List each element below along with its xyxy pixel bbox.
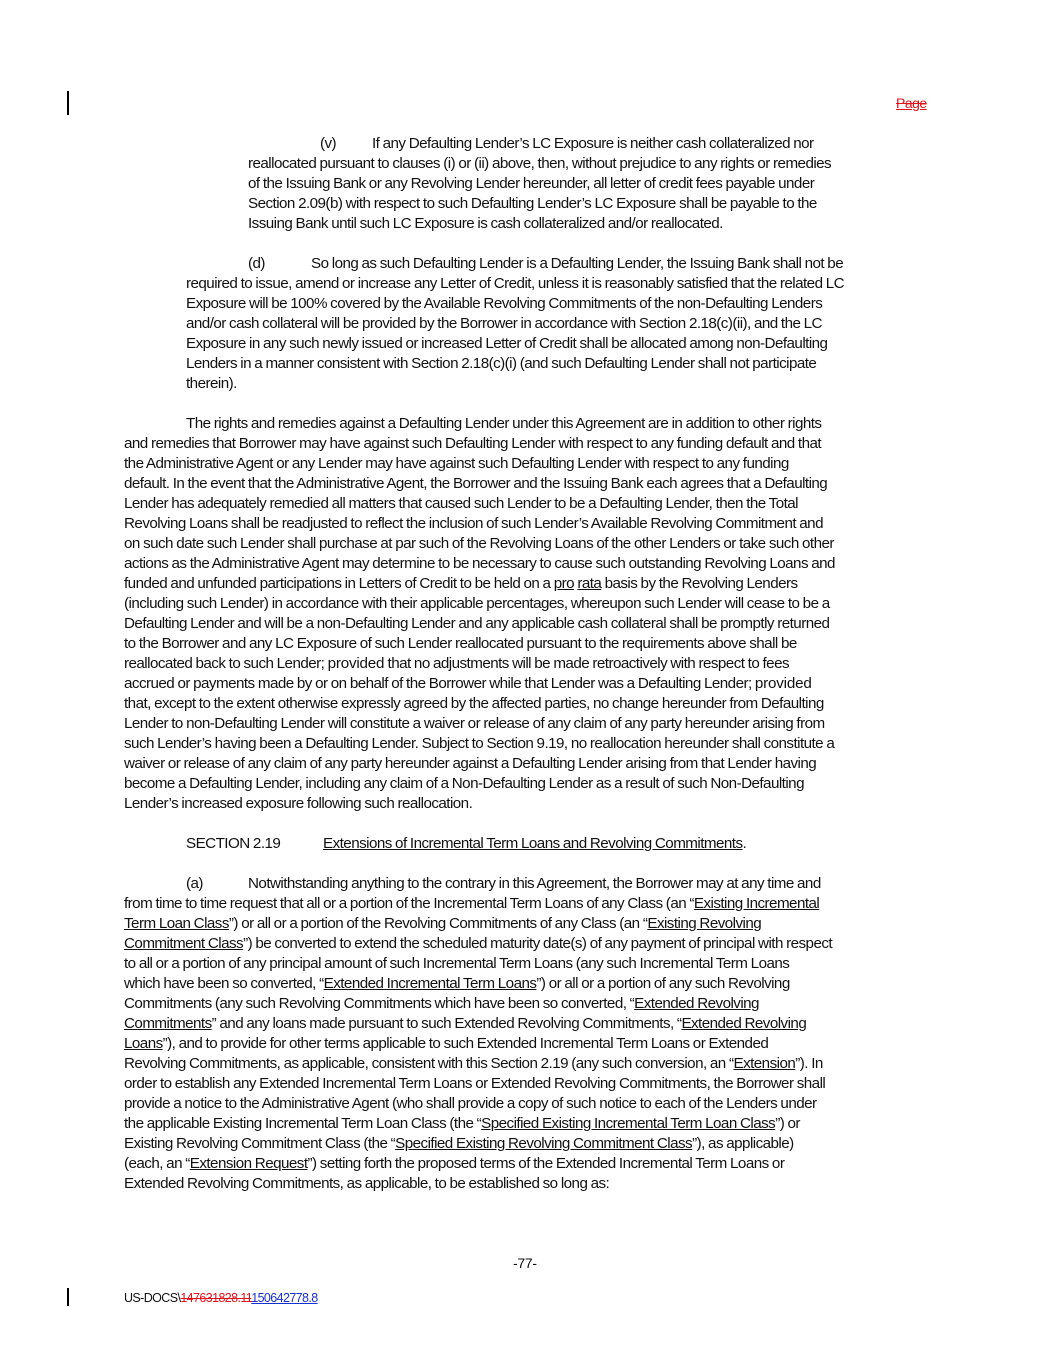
para-a-line: Notwithstanding anything to the contrary in this Agreement, the Borrower may at any time and (248, 875, 821, 892)
para-d-line: required to issue, amend or increase any Letter of Credit, unless it is reasonably satisfied that the related LC (186, 275, 845, 292)
rights-text: reallocated back to such Lender; (124, 655, 328, 672)
para-a-line (124, 994, 759, 1014)
para-d-line: Exposure in any such newly issued or increased Letter of Credit shall be allocated among non-Defaulting (186, 335, 828, 352)
document-id (124, 1291, 318, 1305)
para-a-line (124, 934, 832, 954)
defined-term: Specified Existing Revolving Commitment Class (395, 1135, 693, 1152)
rights-line: and remedies that Borrower may have against such Defaulting Lender with respect to any funding default and that (124, 435, 822, 452)
change-bar-footer (67, 1288, 69, 1306)
defined-term: Specified Existing Incremental Term Loan Class (481, 1115, 776, 1132)
defined-term: Term Loan Class (124, 915, 229, 932)
para-a-line (124, 1134, 794, 1154)
para-d-label: (d) (248, 255, 265, 272)
rights-line: Defaulting Lender and will be a non-Defaulting Lender and any applicable cash collateral shall be promptly returned (124, 615, 830, 632)
rights-line: on such date such Lender shall purchase at par such of the Revolving Loans of the other Lenders or take such other (124, 535, 834, 552)
section-title-wrap (323, 834, 746, 854)
defined-term: Extension (733, 1055, 796, 1072)
provided-term: provided (754, 675, 812, 692)
change-bar-top (67, 91, 69, 115)
para-a-label: (a) (186, 875, 203, 892)
rights-line: default. In the event that the Administrative Agent, the Borrower and the Issuing Bank each agrees that a Defaulting (124, 475, 828, 492)
para-a-text: ”) setting forth the proposed terms of the Extended Incremental Term Loans or (307, 1155, 785, 1172)
para-a-text: ”), as applicable) (692, 1135, 794, 1152)
para-a-line (124, 974, 790, 994)
para-a-line (124, 914, 761, 934)
para-a-line (124, 1034, 768, 1054)
section-number: SECTION 2.19 (186, 835, 281, 852)
section-title-period: . (742, 835, 747, 852)
para-a-text: Existing Revolving Commitment Class (the “ (124, 1135, 396, 1152)
para-d-line: and/or cash collateral will be provided by the Borrower in accordance with Section 2.18(c)(ii), and the LC (186, 315, 822, 332)
rights-line (124, 654, 789, 674)
rights-text: accrued or payments made by or on behalf of the Borrower while that Lender was a Defaulting Lender; (124, 675, 755, 692)
rights-line: The rights and remedies against a Defaulting Lender under this Agreement are in addition to other rights (186, 415, 822, 432)
para-d-line: So long as such Defaulting Lender is a Defaulting Lender, the Issuing Bank shall not be (311, 255, 844, 272)
rights-line: become a Defaulting Lender, including any claim of a Non-Defaulting Lender as a result of such Non-Defaulting (124, 775, 804, 792)
rights-line: Lender to non-Defaulting Lender will constitute a waiver or release of any claim of any party hereunder arising from (124, 715, 825, 732)
para-a-text: which have been so converted, “ (124, 975, 324, 992)
docid-prefix: US-DOCS\ (124, 1291, 181, 1305)
para-a-text: from time to time request that all or a portion of the Incremental Term Loans of any Class (an “ (124, 895, 694, 912)
page-revision-mark: Page (896, 95, 927, 111)
rights-line: Lender’s increased exposure following such reallocation. (124, 795, 473, 812)
rights-text: basis by the Revolving Lenders (601, 575, 798, 592)
para-d-line: therein). (186, 375, 237, 392)
para-v-line: of the Issuing Bank or any Revolving Lender hereunder, all letter of credit fees payable under (248, 175, 815, 192)
para-a-text: ” and any loans made pursuant to such Extended Revolving Commitments, “ (211, 1015, 682, 1032)
para-a-line (124, 894, 819, 914)
defined-term: Commitment Class (124, 935, 244, 952)
para-a-text: ”) or all or a portion of the Revolving Commitments of any Class (an “ (228, 915, 648, 932)
para-a-text: ”). In (795, 1055, 823, 1072)
para-v-line: If any Defaulting Lender’s LC Exposure is neither cash collateralized nor (372, 135, 814, 152)
rights-line: Revolving Loans shall be readjusted to reflect the inclusion of such Lender’s Available Revolving Commitment and (124, 515, 823, 532)
para-a-line (124, 1014, 806, 1034)
rights-line (124, 574, 798, 594)
para-a-line: provide a notice to the Administrative Agent (who shall provide a copy of such notice to each of the Lenders under (124, 1095, 817, 1112)
rights-line: waiver or release of any claim of any party hereunder against a Defaulting Lender arising from that Lender having (124, 755, 817, 772)
rights-line: the Administrative Agent or any Lender may have against such Defaulting Lender with respect to any funding (124, 455, 789, 472)
provided-term: provided (327, 655, 385, 672)
para-a-text: ”) or all or a portion of any such Revolving (536, 975, 790, 992)
rights-line: Lender has adequately remedied all matters that caused such Lender to be a Defaulting Lender, then the Total (124, 495, 798, 512)
rights-line: to the Borrower and any LC Exposure of such Lender reallocated pursuant to the requirements above shall be (124, 635, 797, 652)
para-a-text: ”), and to provide for other terms applicable to such Extended Incremental Term Loans or Extended (162, 1035, 769, 1052)
rights-line: such Lender’s having been a Defaulting Lender. Subject to Section 9.19, no reallocation hereunder shall constitute a (124, 735, 835, 752)
para-a-text: the applicable Existing Incremental Term Loan Class (the “ (124, 1115, 482, 1132)
docid-deleted: 147631828.11 (180, 1291, 252, 1305)
para-a-text: Revolving Commitments, as applicable, consistent with this Section 2.19 (any such conversion, an “ (124, 1055, 734, 1072)
rights-line (124, 674, 812, 694)
pro-term: pro (553, 575, 575, 592)
para-a-line (124, 1114, 800, 1134)
para-a-text: Commitments (any such Revolving Commitments which have been so converted, “ (124, 995, 635, 1012)
rights-text: that no adjustments will be made retroactively with respect to fees (384, 655, 790, 672)
defined-term: Existing Revolving (647, 915, 762, 932)
section-title: Extensions of Incremental Term Loans and Revolving Commitments (323, 835, 743, 852)
para-a-text: ”) be converted to extend the scheduled maturity date(s) of any payment of principal with respect (243, 935, 833, 952)
para-d-line: Exposure will be 100% covered by the Available Revolving Commitments of the non-Defaulting Lenders (186, 295, 823, 312)
para-a-text: ”) or (775, 1115, 800, 1132)
rata-term: rata (577, 575, 602, 592)
defined-term: Existing Incremental (693, 895, 820, 912)
para-v-label: (v) (320, 135, 337, 152)
para-a-line: to all or a portion of any principal amount of such Incremental Term Loans (any such Incremental Term Loans (124, 955, 790, 972)
para-v-line: Section 2.09(b) with respect to such Defaulting Lender’s LC Exposure shall be payable to the (248, 195, 817, 212)
defined-term: Commitments (124, 1015, 212, 1032)
page-number: -77- (513, 1255, 537, 1271)
defined-term: Extended Revolving (681, 1015, 807, 1032)
defined-term: Extended Revolving (634, 995, 759, 1012)
para-v-line: reallocated pursuant to clauses (i) or (ii) above, then, without prejudice to any rights or remedies (248, 155, 832, 172)
para-v-line: Issuing Bank until such LC Exposure is cash collateralized and/or reallocated. (248, 215, 723, 232)
para-a-line (124, 1054, 823, 1074)
defined-term: Extended Incremental Term Loans (323, 975, 537, 992)
para-a-text: (each, an “ (124, 1155, 190, 1172)
para-a-line: order to establish any Extended Incremental Term Loans or Extended Revolving Commitments, the Borrower shall (124, 1075, 826, 1092)
docid-inserted: 150642778.8 (251, 1291, 318, 1305)
defined-term: Loans (124, 1035, 163, 1052)
defined-term: Extension Request (189, 1155, 308, 1172)
rights-line: (including such Lender) in accordance with their applicable percentages, whereupon such Lender will cease to be a (124, 595, 830, 612)
para-a-line (124, 1154, 784, 1174)
para-a-line: Extended Revolving Commitments, as applicable, to be established so long as: (124, 1175, 610, 1192)
rights-line: that, except to the extent otherwise expressly agreed by the affected parties, no change hereunder from Defaulting (124, 695, 824, 712)
para-d-line: Lenders in a manner consistent with Section 2.18(c)(i) (and such Defaulting Lender shall not participate (186, 355, 817, 372)
rights-line: actions as the Administrative Agent may determine to be necessary to cause such outstanding Revolving Loans and (124, 555, 835, 572)
rights-text: funded and unfunded participations in Letters of Credit to be held on a (124, 575, 554, 592)
